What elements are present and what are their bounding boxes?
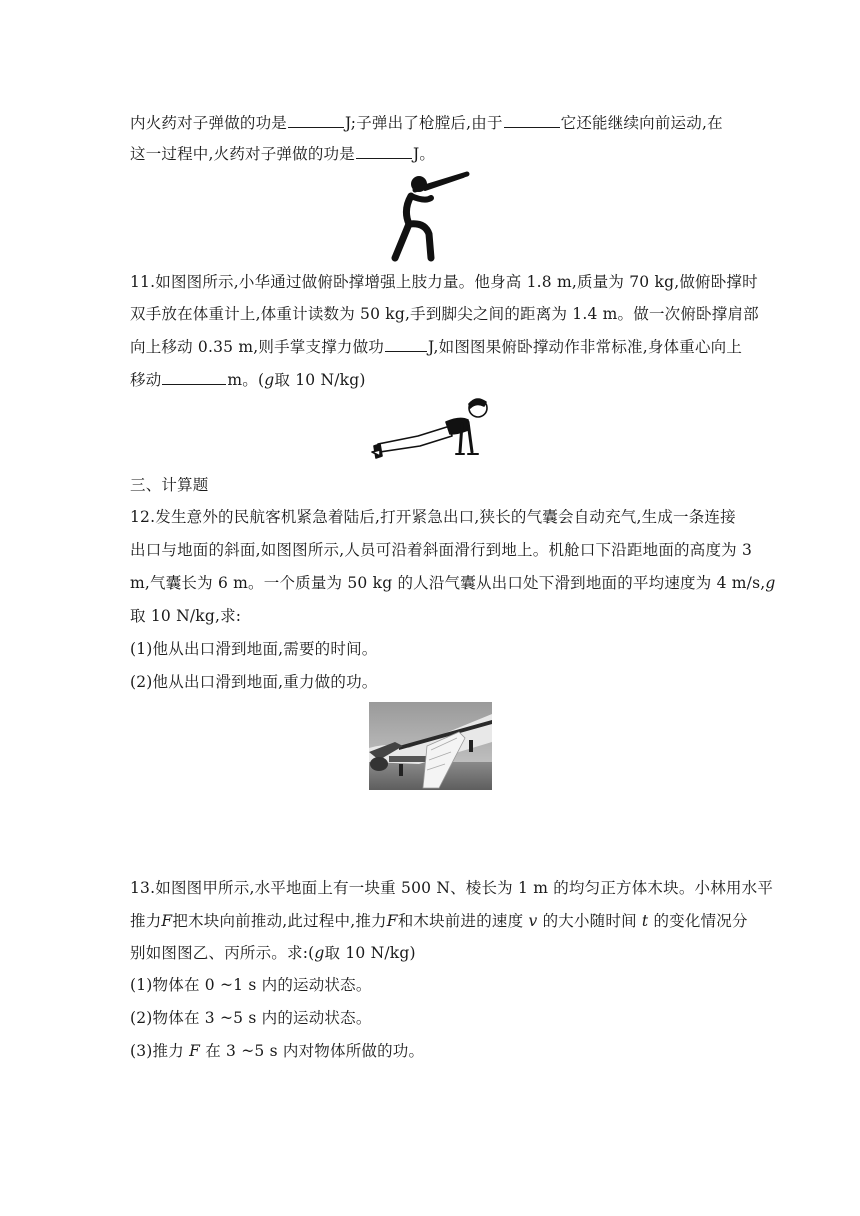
q13-line-1: 13.如图图甲所示,水平地面上有一块重 500 N、棱长为 1 m 的均匀正方体木块。小林用水平	[130, 879, 774, 897]
q13-subquestion-1: (1)物体在 0 ~1 s 内的运动状态。	[130, 976, 372, 994]
q11-text: 移动	[130, 371, 162, 389]
q13-line-3	[130, 943, 740, 963]
section-heading: 三、计算题	[130, 476, 209, 494]
gravity-symbol: g	[314, 944, 325, 962]
gravity-symbol: g	[264, 371, 275, 389]
q13-subquestion-3	[130, 1041, 740, 1061]
answer-blank[interactable]	[504, 113, 560, 128]
q10-text: 这一过程中,火药对子弹做的功是	[130, 145, 355, 163]
gravity-symbol: g	[765, 574, 776, 592]
q12-subquestion-1: (1)他从出口滑到地面,需要的时间。	[130, 640, 378, 658]
q11-text: J,如图图果俯卧撑动作非常标准,身体重心向上	[428, 338, 743, 356]
q10-text: 它还能继续向前运动,在	[560, 114, 723, 132]
q11-text: 向上移动 0.35 m,则手掌支撑力做功	[130, 338, 384, 356]
answer-blank[interactable]	[288, 113, 344, 128]
q13-text: 推力	[130, 912, 162, 930]
q13-text: 把木块向前推动,此过程中,推力	[172, 912, 387, 930]
q13-line-2	[130, 911, 748, 931]
q13-text: 的变化情况分	[653, 912, 748, 930]
q10-text: 内火药对子弹做的功是	[130, 114, 288, 132]
q10-line-2	[130, 144, 740, 164]
q11-line-1: 11.如图图所示,小华通过做俯卧撑增强上肢力量。他身高 1.8 m,质量为 70 kg,做俯卧撑时	[130, 273, 758, 291]
force-symbol: F	[161, 912, 173, 930]
q13-subquestion-2: (2)物体在 3 ~5 s 内的运动状态。	[130, 1009, 372, 1027]
q11-text: m。(	[227, 371, 265, 389]
q10-line-1	[130, 113, 740, 133]
q13-text: 和木块前进的速度	[397, 912, 524, 930]
q12-line-3	[130, 573, 776, 593]
q12-subquestion-2: (2)他从出口滑到地面,重力做的功。	[130, 673, 378, 691]
q13-text: 在 3 ~5 s 内对物体所做的功。	[205, 1042, 425, 1060]
q12-line-4: 取 10 N/kg,求:	[130, 607, 242, 625]
q13-text: (3)推力	[130, 1042, 184, 1060]
q11-line-4	[130, 370, 740, 390]
answer-blank[interactable]	[385, 337, 427, 352]
rifle-shooter-figure	[385, 170, 475, 262]
q10-text: J。	[412, 145, 436, 163]
q12-text: m,气囊长为 6 m。一个质量为 50 kg 的人沿气囊从出口处下滑到地面的平均速度为 4 m/s,	[130, 574, 766, 592]
q11-line-3	[130, 337, 743, 357]
q13-text: 别如图图乙、丙所示。求:(	[130, 944, 315, 962]
q12-line-1: 12.发生意外的民航客机紧急着陆后,打开紧急出口,狭长的气囊会自动充气,生成一条连接	[130, 508, 736, 526]
answer-blank[interactable]	[162, 370, 226, 385]
q12-line-2: 出口与地面的斜面,如图图所示,人员可沿着斜面滑行到地上。机舱口下沿距地面的高度为 3	[130, 541, 753, 559]
push-up-figure	[368, 394, 494, 464]
airplane-slide-photo	[369, 702, 492, 790]
q10-text: J;子弹出了枪膛后,由于	[345, 114, 503, 132]
q13-text: 取 10 N/kg)	[324, 944, 416, 962]
time-symbol: t	[641, 912, 649, 930]
force-symbol: F	[189, 1042, 201, 1060]
force-symbol: F	[386, 912, 398, 930]
q13-text: 的大小随时间	[542, 912, 637, 930]
answer-blank[interactable]	[356, 144, 412, 159]
velocity-symbol: v	[528, 912, 538, 930]
q11-text: 取 10 N/kg)	[274, 371, 366, 389]
q11-line-2: 双手放在体重计上,体重计读数为 50 kg,手到脚尖之间的距离为 1.4 m。做一次俯卧撑肩部	[130, 305, 759, 323]
